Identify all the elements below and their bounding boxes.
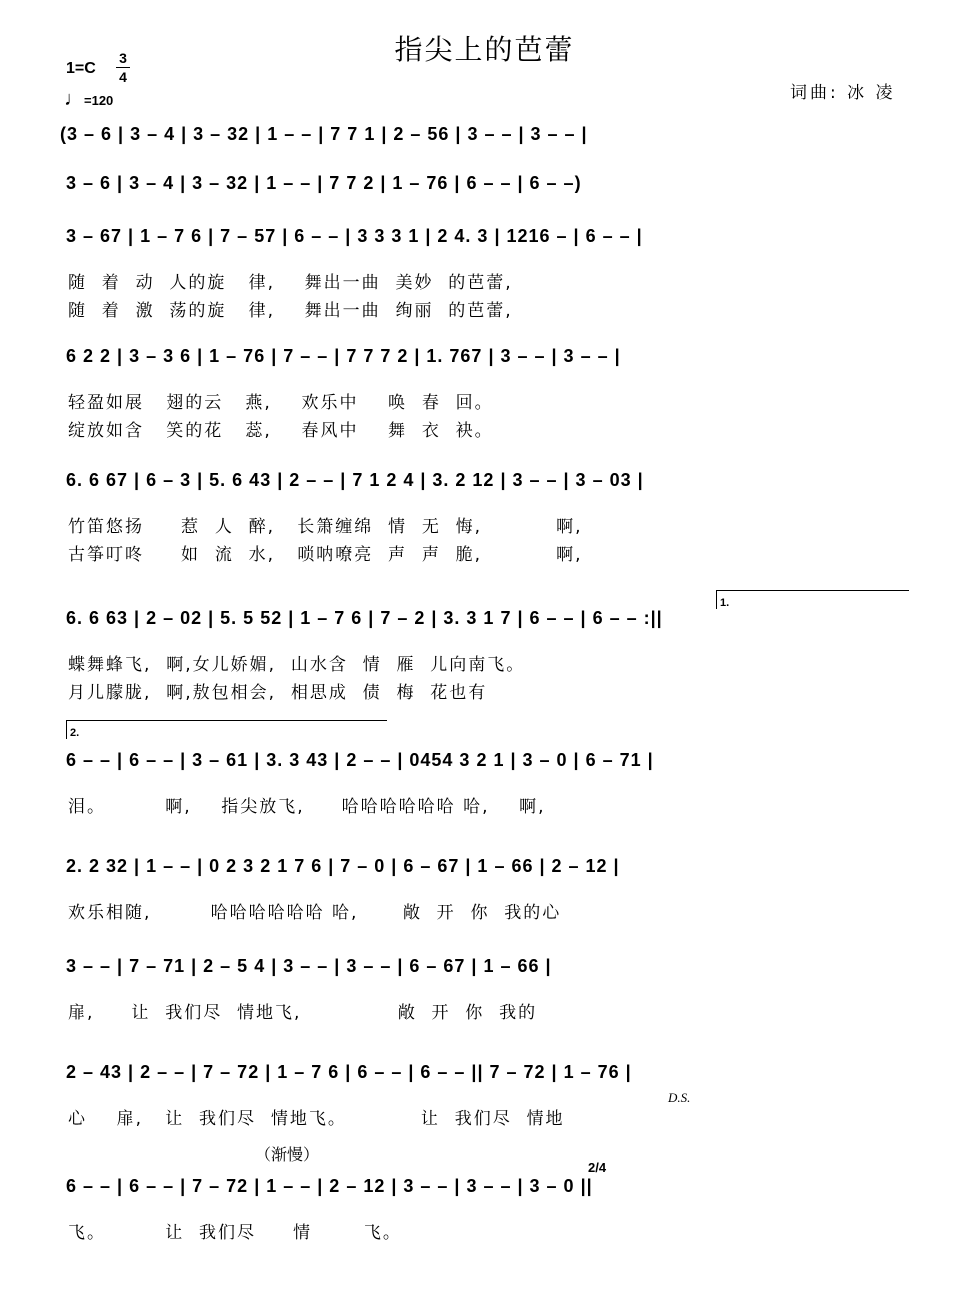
lyric-line-3a: 随 着 动 人的旋 律, 舞出一曲 美妙 的芭蕾,	[68, 273, 513, 293]
meter-top: 3	[119, 50, 127, 66]
tempo-value: =120	[84, 93, 114, 108]
lyric-line-7a: 泪。 啊, 指尖放飞, 哈哈哈哈哈哈 哈, 啊,	[68, 797, 546, 817]
credit: 词曲: 冰 凌	[790, 83, 896, 103]
lyric-line-6a: 蝶舞蜂飞, 啊,女儿娇媚, 山水含 情 雁 儿向南飞。	[68, 655, 526, 675]
volta-1-label: 1.	[720, 597, 730, 609]
lyric-line-10a: 心 扉, 让 我们尽 情地飞。 让 我们尽 情地	[68, 1109, 565, 1129]
notation-line-3: 3 – 67 | 1 – 7 6 | 7 – 57 | 6 – – | 3 3 3 1 | 2 4. 3 | 1216 – | 6 – – |	[60, 226, 643, 246]
notation-line-5: 6. 6 67 | 6 – 3 | 5. 6 43 | 2 – – | 7 1 2 4 | 3. 2 12 | 3 – – | 3 – 03 |	[60, 470, 644, 490]
notation-line-1: (3 – 6 | 3 – 4 | 3 – 32 | 1 – – | 7 7 1 | 2 – 56 | 3 – – | 3 – – |	[60, 124, 588, 144]
quarter-note-icon: ♩	[64, 88, 84, 110]
notation-line-8: 2. 2 32 | 1 – – | 0 2 3 2 1 7 6 | 7 – 0 | 6 – 67 | 1 – 66 | 2 – 12 |	[60, 856, 620, 876]
lyric-line-4a: 轻盈如展 翅的云 燕, 欢乐中 唤 春 回。	[68, 393, 494, 413]
lyric-line-4b: 绽放如含 笑的花 蕊, 春风中 舞 衣 袂。	[68, 421, 494, 441]
key-signature: 1=C	[66, 60, 96, 77]
notation-line-9: 3 – – | 7 – 71 | 2 – 5 4 | 3 – – | 3 – – | 6 – 67 | 1 – 66 |	[60, 956, 552, 976]
lyric-line-8a: 欢乐相随, 哈哈哈哈哈哈 哈, 敞 开 你 我的心	[68, 903, 562, 923]
notation-line-11: 6 – – | 6 – – | 7 – 72 | 1 – – | 2 – 12 | 3 – – | 3 – – | 3 – 0 ||	[60, 1176, 593, 1196]
tempo-marking	[64, 88, 113, 111]
dal-segno-marking: D.S.	[668, 1090, 691, 1105]
meter-divider	[116, 67, 130, 68]
notation-line-4: 6 2 2 | 3 – 3 6 | 1 – 76 | 7 – – | 7 7 7 2 | 1. 767 | 3 – – | 3 – – |	[60, 346, 621, 366]
notation-line-6: 6. 6 63 | 2 – 02 | 5. 5 52 | 1 – 7 6 | 7 – 2 | 3. 3 1 7 | 6 – – | 6 – – :||	[60, 608, 663, 628]
song-title: 指尖上的芭蕾	[394, 33, 575, 66]
volta-1-bracket	[716, 590, 909, 609]
lyric-line-11a: 飞。 让 我们尽 情 飞。	[68, 1223, 402, 1243]
lyric-line-3b: 随 着 激 荡的旋 律, 舞出一曲 绚丽 的芭蕾,	[68, 301, 513, 321]
notation-line-7: 6 – – | 6 – – | 3 – 61 | 3. 3 43 | 2 – – | 0454 3 2 1 | 3 – 0 | 6 – 71 |	[60, 750, 654, 770]
meter-bottom: 4	[119, 69, 127, 85]
lyric-line-6b: 月儿朦胧, 啊,敖包相会, 相思成 债 梅 花也有	[68, 683, 488, 703]
lyric-line-9a: 扉, 让 我们尽 情地飞, 敞 开 你 我的	[68, 1003, 538, 1023]
lyric-line-5b: 古筝叮咚 如 流 水, 唢呐嘹亮 声 声 脆, 啊,	[68, 545, 583, 565]
time-signature	[116, 50, 130, 85]
notation-line-2: 3 – 6 | 3 – 4 | 3 – 32 | 1 – – | 7 7 2 | 1 – 76 | 6 – – | 6 – –)	[60, 173, 582, 193]
volta-2-label: 2.	[70, 727, 80, 739]
notation-line-10: 2 – 43 | 2 – – | 7 – 72 | 1 – 7 6 | 6 – – | 6 – – || 7 – 72 | 1 – 76 |	[60, 1062, 632, 1082]
time-change-marking: 2/4	[588, 1160, 607, 1175]
volta-2-bracket	[66, 720, 387, 739]
ritardando-marking: （渐慢）	[255, 1145, 320, 1164]
lyric-line-5a: 竹笛悠扬 惹 人 醉, 长箫缠绵 情 无 悔, 啊,	[68, 517, 583, 537]
